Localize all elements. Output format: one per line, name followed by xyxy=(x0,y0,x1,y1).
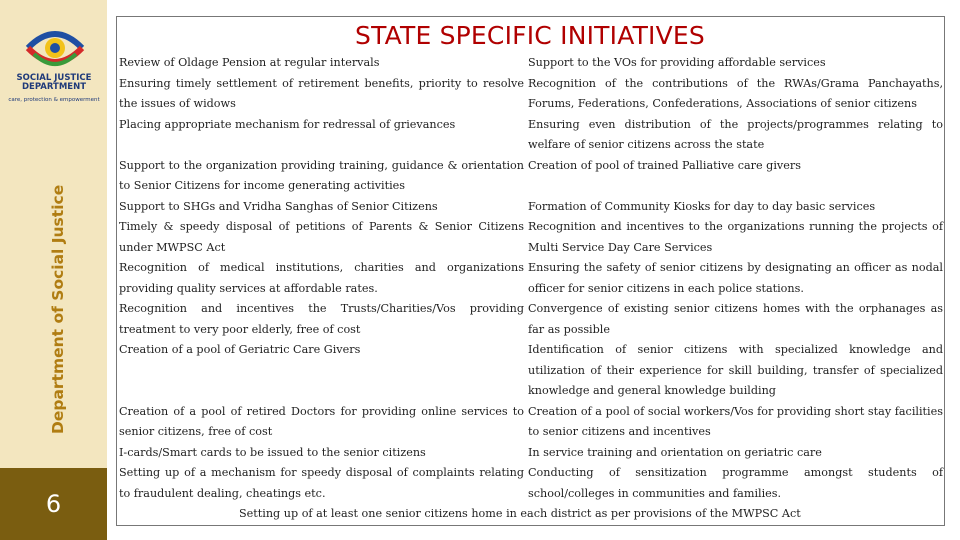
right-cell: Creation of a pool of social workers/Vos for providing short stay facilities to senior citizens and incentives xyxy=(528,404,943,438)
vertical-department-title: Department of Social Justice xyxy=(49,184,67,434)
last-row-cell: Setting up of at least one senior citizens home in each district as per provisions of the MWPSC Act xyxy=(239,507,801,520)
left-cell: Creation of a pool of Geriatric Care Givers xyxy=(119,343,361,356)
slide-title: STATE SPECIFIC INITIATIVES xyxy=(355,21,705,50)
table-row xyxy=(119,53,943,74)
table-row xyxy=(119,217,943,258)
right-cell: Conducting of sensitization programme amongst students of school/colleges in communities and families. xyxy=(528,466,943,500)
left-cell: Timely & speedy disposal of petitions of Parents & Senior Citizens under MWPSC Act xyxy=(119,220,524,254)
left-cell: Support to SHGs and Vridha Sanghas of Senior Citizens xyxy=(119,199,438,213)
department-name: SOCIAL JUSTICE DEPARTMENT xyxy=(16,73,92,92)
right-cell: Convergence of existing senior citizens homes with the orphanages as far as possible xyxy=(528,302,943,336)
sidebar xyxy=(0,0,107,540)
department-tagline: care, protection & empowerment xyxy=(8,97,100,103)
department-logo-icon xyxy=(20,18,90,78)
table-row xyxy=(119,504,943,525)
left-cell: Recognition and incentives the Trusts/Charities/Vos providing treatment to very poor elderly, free of cost xyxy=(119,302,524,336)
right-cell: Creation of pool of trained Palliative care givers xyxy=(528,158,801,172)
left-cell: Support to the organization providing training, guidance & orientation to Senior Citizens for income generating activities xyxy=(119,158,524,192)
left-cell: Review of Oldage Pension at regular intervals xyxy=(119,56,380,69)
left-cell: Ensuring timely settlement of retirement benefits, priority to resolve the issues of widows xyxy=(119,76,524,110)
right-cell: Recognition of the contributions of the RWAs/Grama Panchayaths, Forums, Federations, Confederations, Associations of senior citizens xyxy=(528,76,943,110)
table-row xyxy=(119,74,943,115)
left-cell: Placing appropriate mechanism for redressal of grievances xyxy=(119,117,456,131)
table-row xyxy=(119,463,943,504)
table-row xyxy=(119,443,943,464)
initiatives-table xyxy=(119,53,943,525)
table-row xyxy=(119,340,943,402)
right-cell: Ensuring even distribution of the projects/programmes relating to welfare of senior citizens across the state xyxy=(528,117,943,151)
right-cell: Formation of Community Kiosks for day to day basic services xyxy=(528,199,876,213)
table-row xyxy=(119,156,943,197)
left-cell: Recognition of medical institutions, charities and organizations providing quality services at affordable rates. xyxy=(119,261,524,295)
page-number: 6 xyxy=(45,490,62,518)
right-cell: Recognition and incentives to the organizations running the projects of Multi Service Day Care Services xyxy=(528,220,943,254)
right-cell: Identification of senior citizens with specialized knowledge and utilization of their experience for skill building, transfer of specialized knowledge and general knowledge building xyxy=(528,343,943,397)
table-row xyxy=(119,299,943,340)
table-row xyxy=(119,258,943,299)
right-cell: Ensuring the safety of senior citizens by designating an officer as nodal officer for senior citizens in each police stations. xyxy=(528,261,943,295)
table-row xyxy=(119,197,943,218)
left-cell: I-cards/Smart cards to be issued to the senior citizens xyxy=(119,445,426,459)
table-row xyxy=(119,402,943,443)
right-cell: In service training and orientation on geriatric care xyxy=(528,445,822,459)
right-cell: Support to the VOs for providing affordable services xyxy=(528,56,826,69)
left-cell: Setting up of a mechanism for speedy disposal of complaints relating to fraudulent dealing, cheatings etc. xyxy=(119,466,524,500)
left-cell: Creation of a pool of retired Doctors for providing online services to senior citizens, free of cost xyxy=(119,404,524,438)
table-row xyxy=(119,115,943,156)
